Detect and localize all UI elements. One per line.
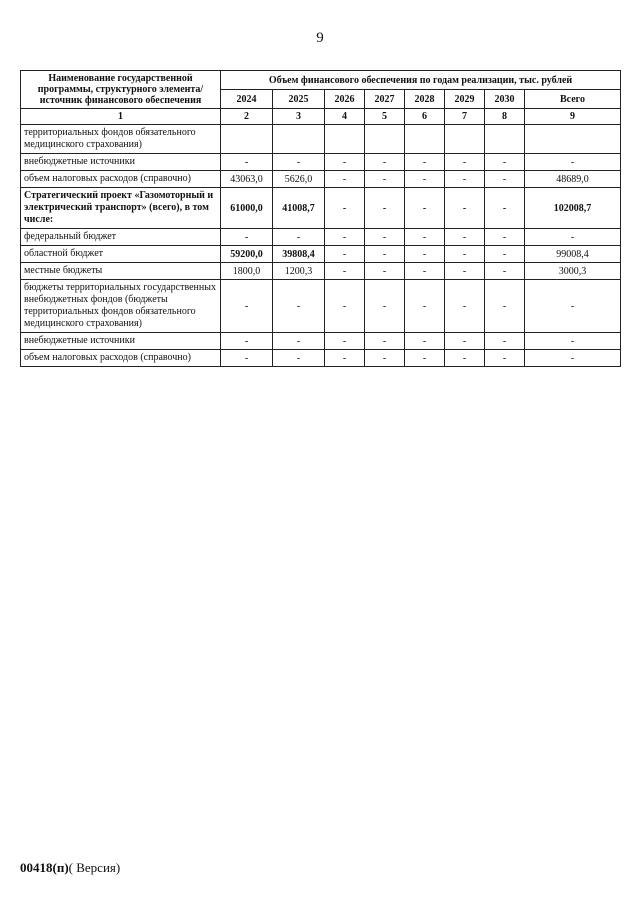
row-value-cell: 39808,4 xyxy=(273,246,325,263)
row-value-cell: - xyxy=(221,350,273,367)
column-index-row xyxy=(21,109,621,125)
row-value-cell: - xyxy=(485,188,525,229)
row-value-cell: - xyxy=(405,263,445,280)
column-index: 2 xyxy=(221,109,273,125)
row-value-cell: - xyxy=(325,154,365,171)
year-header: 2028 xyxy=(405,90,445,109)
row-name-cell: территориальных фондов обязательного медицинского страхования) xyxy=(21,125,221,154)
row-value-cell: - xyxy=(485,154,525,171)
row-value-cell: - xyxy=(365,280,405,333)
row-value-cell: - xyxy=(485,280,525,333)
row-value-cell: - xyxy=(405,350,445,367)
row-value-cell: 1800,0 xyxy=(221,263,273,280)
row-value-cell: - xyxy=(485,171,525,188)
row-value-cell: - xyxy=(405,229,445,246)
row-value-cell: - xyxy=(273,350,325,367)
row-value-cell xyxy=(485,125,525,154)
row-value-cell: - xyxy=(325,350,365,367)
row-value-cell: - xyxy=(445,263,485,280)
row-value-cell: - xyxy=(273,154,325,171)
row-value-cell: - xyxy=(445,188,485,229)
total-header: Всего xyxy=(525,90,621,109)
row-name-cell: внебюджетные источники xyxy=(21,333,221,350)
column-index: 5 xyxy=(365,109,405,125)
year-header: 2029 xyxy=(445,90,485,109)
row-value-cell xyxy=(273,125,325,154)
row-value-cell: - xyxy=(485,263,525,280)
column-index: 7 xyxy=(445,109,485,125)
row-total-cell: 3000,3 xyxy=(525,263,621,280)
row-value-cell: - xyxy=(273,333,325,350)
row-value-cell: 1200,3 xyxy=(273,263,325,280)
row-name-cell: бюджеты территориальных государственных внебюджетных фондов (бюджеты территориальных фондов обязательного медицинского страхования) xyxy=(21,280,221,333)
header-name-cell: Наименование государственной программы, структурного элемента/источник финансового обеспечения xyxy=(21,71,221,109)
table-row xyxy=(21,154,621,171)
row-value-cell: - xyxy=(325,263,365,280)
row-value-cell: - xyxy=(325,188,365,229)
table-row xyxy=(21,280,621,333)
row-value-cell: - xyxy=(405,333,445,350)
row-value-cell: - xyxy=(445,229,485,246)
row-name-cell: федеральный бюджет xyxy=(21,229,221,246)
row-value-cell: - xyxy=(445,333,485,350)
column-index: 1 xyxy=(21,109,221,125)
row-value-cell: - xyxy=(445,171,485,188)
year-header: 2030 xyxy=(485,90,525,109)
column-index: 8 xyxy=(485,109,525,125)
row-total-cell: - xyxy=(525,154,621,171)
row-value-cell xyxy=(405,125,445,154)
row-value-cell: - xyxy=(405,188,445,229)
row-total-cell: 102008,7 xyxy=(525,188,621,229)
row-value-cell: - xyxy=(221,333,273,350)
row-value-cell: 41008,7 xyxy=(273,188,325,229)
row-total-cell: - xyxy=(525,280,621,333)
table-row xyxy=(21,125,621,154)
column-index: 3 xyxy=(273,109,325,125)
row-value-cell: - xyxy=(365,229,405,246)
row-value-cell: - xyxy=(221,229,273,246)
table-body xyxy=(21,125,621,367)
header-group-cell: Объем финансового обеспечения по годам реализации, тыс. рублей xyxy=(221,71,621,90)
row-value-cell: - xyxy=(365,350,405,367)
row-total-cell: 99008,4 xyxy=(525,246,621,263)
row-name-cell: областной бюджет xyxy=(21,246,221,263)
row-value-cell: - xyxy=(325,171,365,188)
row-value-cell: - xyxy=(445,246,485,263)
row-value-cell: - xyxy=(485,350,525,367)
row-total-cell: - xyxy=(525,229,621,246)
row-value-cell: - xyxy=(273,280,325,333)
row-value-cell: - xyxy=(325,229,365,246)
finance-table-wrapper xyxy=(20,70,620,367)
row-value-cell: - xyxy=(365,333,405,350)
table-row xyxy=(21,350,621,367)
row-value-cell: - xyxy=(325,333,365,350)
table-row xyxy=(21,263,621,280)
row-value-cell: 5626,0 xyxy=(273,171,325,188)
row-value-cell: - xyxy=(325,246,365,263)
row-total-cell: - xyxy=(525,333,621,350)
row-value-cell: - xyxy=(445,280,485,333)
row-value-cell: - xyxy=(365,154,405,171)
page-number: 9 xyxy=(316,30,324,46)
row-name-cell: внебюджетные источники xyxy=(21,154,221,171)
row-value-cell: - xyxy=(405,280,445,333)
row-name-cell: объем налоговых расходов (справочно) xyxy=(21,171,221,188)
year-header: 2025 xyxy=(273,90,325,109)
row-total-cell: - xyxy=(525,350,621,367)
table-row xyxy=(21,229,621,246)
row-value-cell: - xyxy=(325,280,365,333)
row-value-cell: - xyxy=(485,246,525,263)
row-total-cell: 48689,0 xyxy=(525,171,621,188)
row-value-cell: - xyxy=(405,171,445,188)
row-name-cell: Стратегический проект «Газомоторный и электрический транспорт» (всего), в том числе: xyxy=(21,188,221,229)
row-value-cell: - xyxy=(365,171,405,188)
row-value-cell: 59200,0 xyxy=(221,246,273,263)
row-value-cell: - xyxy=(221,154,273,171)
row-value-cell xyxy=(221,125,273,154)
column-index: 4 xyxy=(325,109,365,125)
row-value-cell: - xyxy=(445,350,485,367)
version-label: ( Версия) xyxy=(68,860,121,875)
row-name-cell: местные бюджеты xyxy=(21,263,221,280)
row-value-cell: - xyxy=(365,188,405,229)
row-value-cell: - xyxy=(485,229,525,246)
row-value-cell: - xyxy=(445,154,485,171)
table-row xyxy=(21,246,621,263)
row-value-cell: - xyxy=(405,154,445,171)
column-index: 9 xyxy=(525,109,621,125)
row-value-cell xyxy=(365,125,405,154)
year-header: 2027 xyxy=(365,90,405,109)
row-value-cell: - xyxy=(365,263,405,280)
table-row xyxy=(21,171,621,188)
row-value-cell xyxy=(445,125,485,154)
row-value-cell: 43063,0 xyxy=(221,171,273,188)
row-value-cell: - xyxy=(221,280,273,333)
row-value-cell: - xyxy=(405,246,445,263)
row-total-cell xyxy=(525,125,621,154)
column-index: 6 xyxy=(405,109,445,125)
finance-table xyxy=(20,70,621,367)
row-value-cell: - xyxy=(365,246,405,263)
year-header: 2024 xyxy=(221,90,273,109)
row-name-cell: объем налоговых расходов (справочно) xyxy=(21,350,221,367)
row-value-cell: 61000,0 xyxy=(221,188,273,229)
document-code: 00418(п) xyxy=(20,860,69,875)
document-footer xyxy=(20,860,120,876)
row-value-cell: - xyxy=(273,229,325,246)
table-row xyxy=(21,188,621,229)
table-row xyxy=(21,333,621,350)
year-header: 2026 xyxy=(325,90,365,109)
row-value-cell xyxy=(325,125,365,154)
row-value-cell: - xyxy=(485,333,525,350)
